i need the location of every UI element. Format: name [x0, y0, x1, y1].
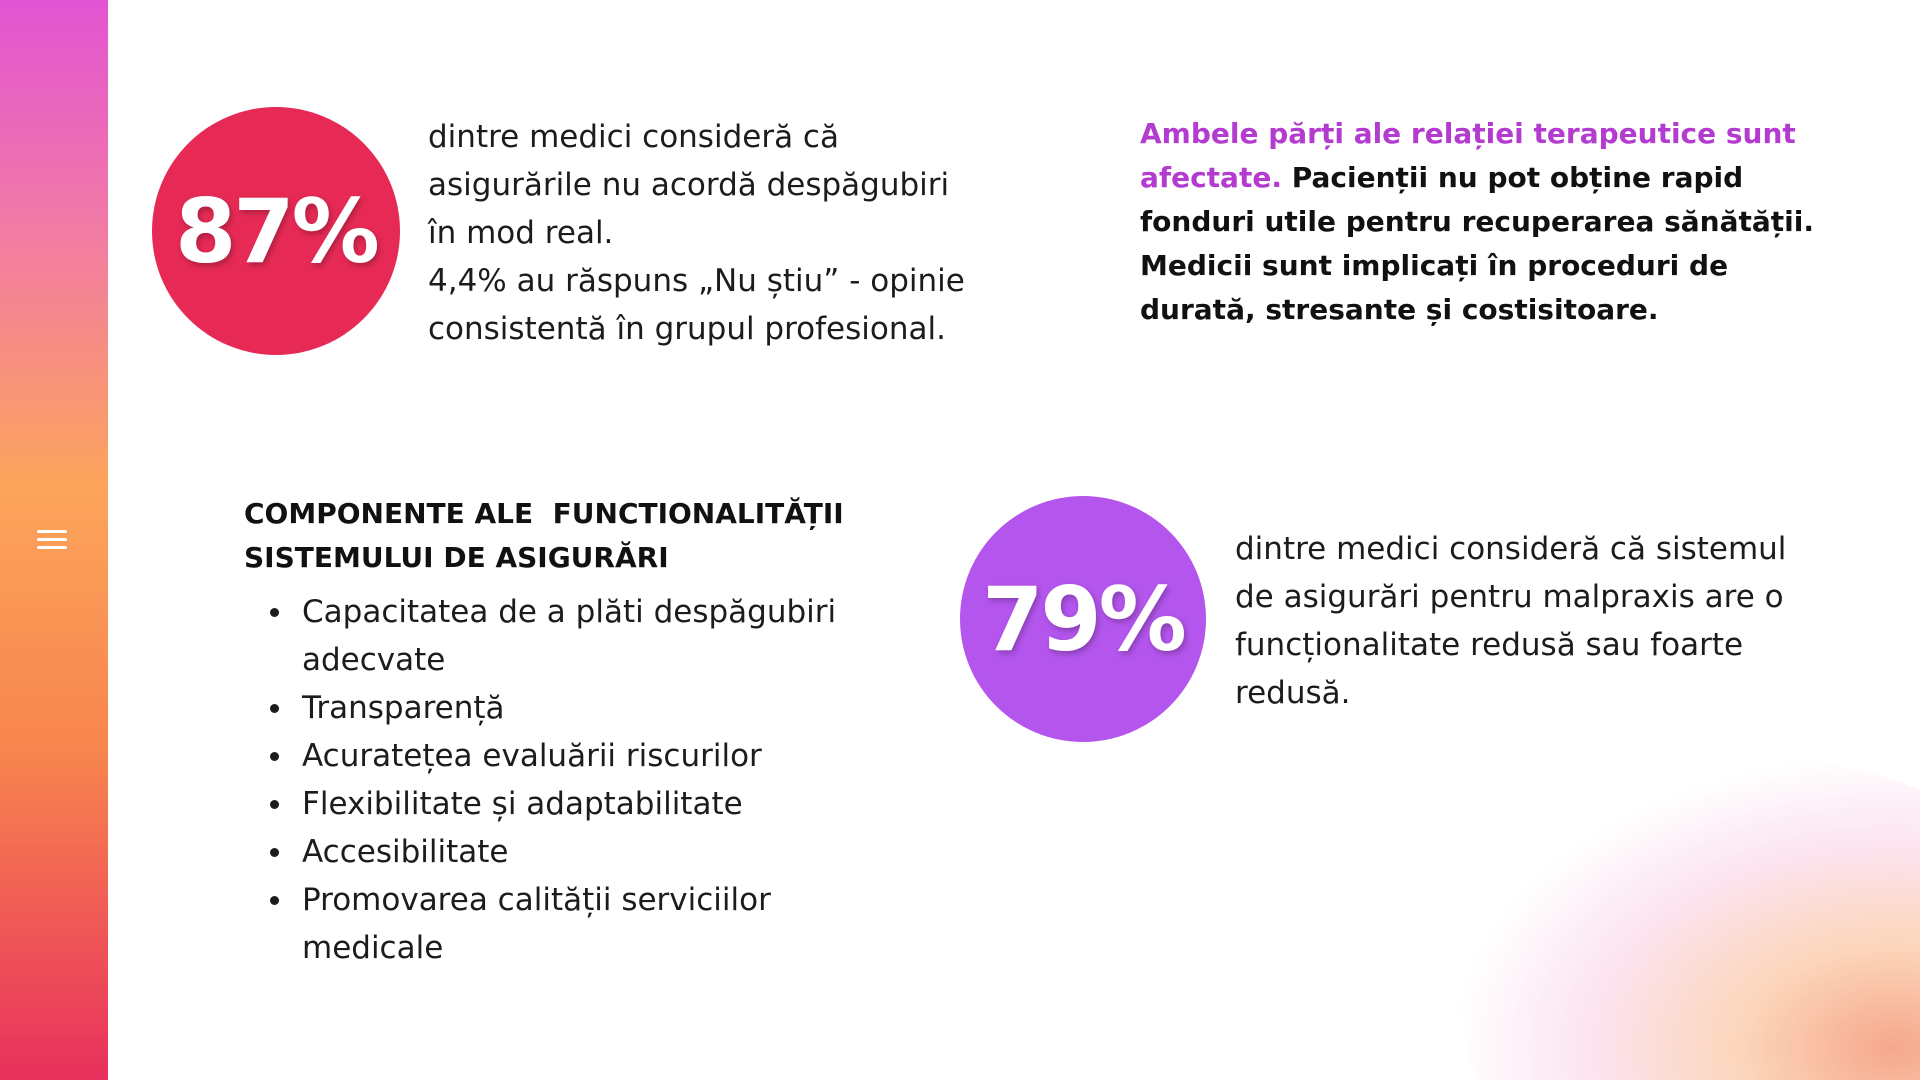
components-heading — [244, 492, 924, 580]
list-item: Capacitatea de a plăti despăgubiri adecvate — [302, 588, 862, 684]
list-item: Flexibilitate și adaptabilitate — [302, 780, 862, 828]
stat-87-line: 4,4% au răspuns „Nu știu” - opinie — [428, 263, 965, 299]
stat-79-circle — [960, 496, 1206, 742]
stat-79-line: redusă. — [1235, 675, 1351, 711]
quote-body-text: Pacienții nu pot obține rapid fonduri utile pentru recuperarea sănătății. Medicii sunt implicați în proceduri de durată, stresante și costisitoare. — [1140, 161, 1814, 326]
stat-87-line: asigurările nu acordă despăgubiri — [428, 167, 950, 203]
list-item: Promovarea calității serviciilor medicale — [302, 876, 862, 972]
stat-79-line: dintre medici consideră că sistemul — [1235, 531, 1787, 567]
stat-87-circle — [152, 107, 400, 355]
quote-accent-text: Ambele părți ale relației terapeutice sunt afectate. — [1140, 117, 1796, 194]
stat-79-description — [1235, 525, 1835, 717]
list-item: Accesibilitate — [302, 828, 862, 876]
components-list — [244, 588, 924, 972]
list-item: Acuratețea evaluării riscurilor — [302, 732, 862, 780]
list-item: Transparență — [302, 684, 862, 732]
components-heading-line: SISTEMULUI DE ASIGURĂRI — [244, 541, 669, 574]
stat-79-line: funcționalitate redusă sau foarte — [1235, 627, 1744, 663]
hamburger-menu-icon[interactable] — [37, 530, 67, 550]
summary-quote — [1140, 112, 1820, 332]
stat-87-description — [428, 113, 998, 353]
stat-87-value: 87% — [175, 179, 377, 283]
decorative-gradient-glow — [1460, 760, 1920, 1080]
stat-87-line: consistentă în grupul profesional. — [428, 311, 946, 347]
components-section — [244, 492, 924, 972]
stat-87-line: în mod real. — [428, 215, 614, 251]
side-gradient-bar — [0, 0, 108, 1080]
components-heading-line: COMPONENTE ALE FUNCTIONALITĂȚII — [244, 497, 844, 530]
stat-79-line: de asigurări pentru malpraxis are o — [1235, 579, 1784, 615]
stat-87-line: dintre medici consideră că — [428, 119, 839, 155]
stat-79-value: 79% — [982, 567, 1184, 671]
